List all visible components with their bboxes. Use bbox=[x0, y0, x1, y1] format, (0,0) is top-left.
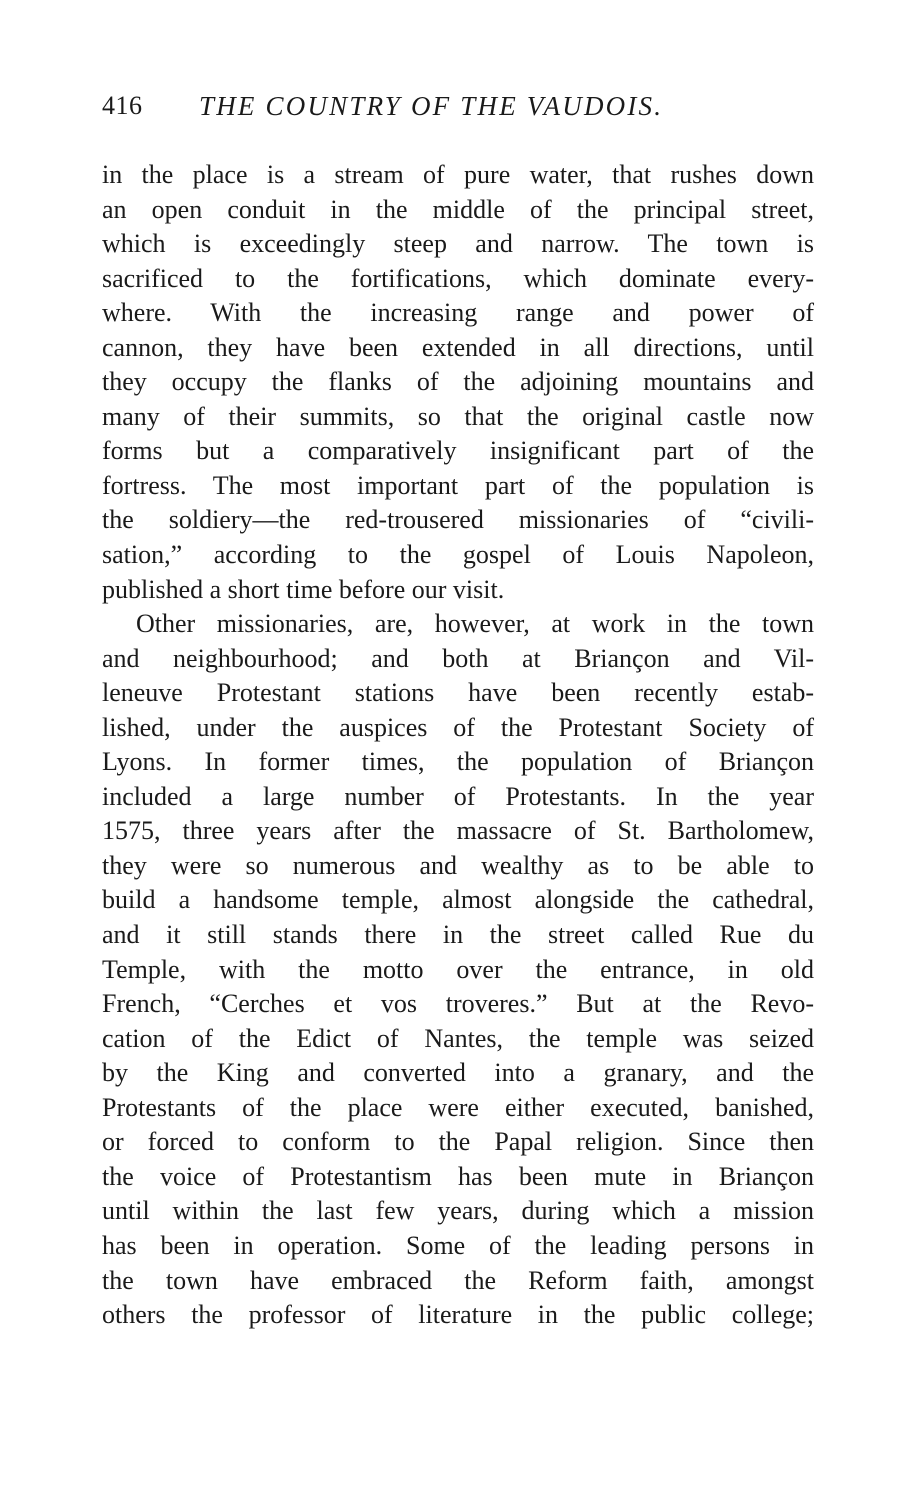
text-line: Temple, with the motto over the entrance, in old bbox=[102, 954, 814, 984]
text-line: and neighbourhood; and both at Briançon and Vil- bbox=[102, 643, 814, 673]
text-line: the town have embraced the Reform faith, amongst bbox=[102, 1265, 814, 1295]
text-line: the voice of Protestantism has been mute in Briançon bbox=[102, 1161, 814, 1191]
text-line: which is exceedingly steep and narrow. The town is bbox=[102, 229, 814, 259]
page-number: 416 bbox=[102, 91, 143, 120]
text-line: cannon, they have been extended in all directions, until bbox=[102, 332, 814, 362]
text-line: leneuve Protestant stations have been recently estab- bbox=[102, 678, 814, 708]
paragraph-start-line: Other missionaries, are, however, at work in the town bbox=[136, 609, 814, 639]
text-line: and it still stands there in the street called Rue du bbox=[102, 920, 814, 950]
text-line: forms but a comparatively insignificant part of the bbox=[102, 436, 814, 466]
text-line: sation,” according to the gospel of Louis Napoleon, bbox=[102, 540, 814, 570]
running-title: THE COUNTRY OF THE VAUDOIS. bbox=[199, 91, 664, 121]
running-header bbox=[102, 86, 802, 126]
text-line: build a handsome temple, almost alongside the cathedral, bbox=[102, 885, 814, 915]
text-line: cation of the Edict of Nantes, the temple was seized bbox=[102, 1023, 814, 1053]
body-text bbox=[102, 158, 814, 1333]
text-line: others the professor of literature in the public college; bbox=[102, 1300, 814, 1330]
text-line: they were so numerous and wealthy as to be able to bbox=[102, 850, 814, 880]
text-line: included a large number of Protestants. In the year bbox=[102, 781, 814, 811]
text-line: the soldiery—the red-trousered missionaries of “civili- bbox=[102, 505, 814, 535]
text-line: until within the last few years, during which a mission bbox=[102, 1196, 814, 1226]
text-line: an open conduit in the middle of the principal street, bbox=[102, 194, 814, 224]
text-line: where. With the increasing range and power of bbox=[102, 298, 814, 328]
paragraph-end-line: published a short time before our visit. bbox=[102, 574, 505, 604]
text-line: Lyons. In former times, the population of Briançon bbox=[102, 747, 814, 777]
text-line: many of their summits, so that the original castle now bbox=[102, 401, 814, 431]
text-line: has been in operation. Some of the leading persons in bbox=[102, 1230, 814, 1260]
text-line: lished, under the auspices of the Protestant Society of bbox=[102, 712, 814, 742]
text-line: 1575, three years after the massacre of St. Bartholomew, bbox=[102, 816, 814, 846]
text-line: by the King and converted into a granary, and the bbox=[102, 1058, 814, 1088]
text-line: they occupy the flanks of the adjoining mountains and bbox=[102, 367, 814, 397]
text-line: fortress. The most important part of the population is bbox=[102, 470, 814, 500]
text-line: in the place is a stream of pure water, that rushes down bbox=[102, 160, 814, 189]
text-line: sacrificed to the fortifications, which dominate every- bbox=[102, 263, 814, 293]
text-line: French, “Cerches et vos troveres.” But at the Revo- bbox=[102, 989, 814, 1019]
text-line: Protestants of the place were either executed, banished, bbox=[102, 1092, 814, 1122]
text-line: or forced to conform to the Papal religion. Since then bbox=[102, 1127, 814, 1157]
